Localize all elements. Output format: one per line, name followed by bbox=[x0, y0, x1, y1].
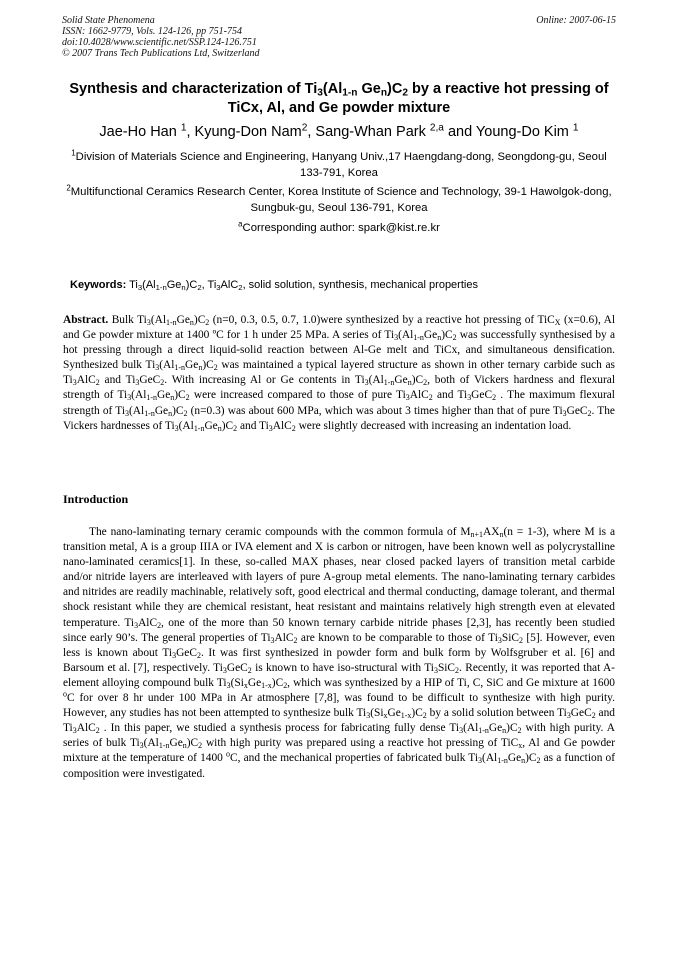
abstract-label: Abstract. bbox=[63, 314, 109, 326]
section-heading-introduction: Introduction bbox=[63, 492, 129, 506]
affiliation-1: $^1$Division of Materials Science and Engineering, Hanyang Univ.,17 Haengdang-dong, Seongdong-gu, Seoul 133-791, Korea bbox=[71, 148, 607, 179]
keywords-text: $Ti_3(Al_{1-n}Ge_n)C_2$, $Ti_3AlC_2$, solid solution, synthesis, mechanical properties bbox=[126, 279, 478, 292]
author-list: Jae-Ho Han $^1$, Kyung-Don Nam$^2$, Sang-Whan Park $^{2,a}$ and Young-Do Kim $^1$ bbox=[99, 122, 579, 140]
paper-title: Synthesis and characterization of $Ti_3(Al_{1-n}$ $Ge_n)C_2$ by a reactive hot pressing of TiCx, Al, and Ge powder mixture bbox=[69, 81, 609, 116]
journal-doi: doi:10.4028/www.scientific.net/SSP.124-126.751 bbox=[62, 37, 257, 48]
journal-header bbox=[62, 15, 260, 59]
journal-issn: ISSN: 1662-9779, Vols. 124-126, pp 751-754 bbox=[62, 26, 242, 37]
journal-copyright: © 2007 Trans Tech Publications Ltd, Switzerland bbox=[62, 48, 260, 59]
abstract bbox=[63, 313, 615, 434]
corresponding-author: $^a$Corresponding author: spark@kist.re.kr bbox=[238, 219, 440, 234]
author-name: Jae-Ho Han bbox=[99, 124, 181, 140]
author-name: , Sang-Whan Park bbox=[307, 124, 430, 140]
affiliation-2: $^2$Multifunctional Ceramics Research Center, Korea Institute of Science and Technology, 39-1 Hawolgok-dong, Sungbuk-gu, Seoul 136-791, Korea bbox=[66, 183, 612, 214]
keywords bbox=[70, 278, 620, 293]
author-name: , Kyung-Don Nam bbox=[186, 124, 302, 140]
abstract-text: Bulk $Ti_3(Al_{1-n}Ge_n)C_2$ (n=0, 0.3, 0.5, 0.7, 1.0)were synthesized by a reactive hot pressing of TiC$_X$ (x=0.6), Al and Ge powder mixture at 1400 ºC for 1 h under 25 MPa. A series of $Ti_3(Al_{1-n}Ge_n)C_2$ was successfully synthesised by a hot pressing through a direct liquid-solid reaction between Al-Ge melt and TiCx, and simultaneous densification. Synthesized bulk $Ti_3(Al_{1-n}Ge_n)C_2$ was maintained a typical layered structure as shown in other ternary carbide such as $Ti_3AlC_2$ and $Ti_3GeC_2$. With increasing Al or Ge contents in $Ti_3(Al_{1-n}Ge_n)C_2$, both of Vickers hardness and flexural strength of $Ti_3(Al_{1-n}Ge_n)C_2$ were increased compared to those of pure $Ti_3AlC_2$ and $Ti_3GeC_2$ . The maximum flexural strength of $Ti_3(Al_{1-n}Ge_n)C_2$ (n=0.3) was about 600 MPa, which was about 3 times higher than that of pure $Ti_3GeC_2$. The Vickers hardnesses of $Ti_3(Al_{1-n}Ge_n)C_2$ and $Ti_3AlC_2$ were slightly decreased with increasing an indentation load. bbox=[63, 314, 616, 433]
journal-name: Solid State Phenomena bbox=[62, 15, 155, 26]
author-name: and Young-Do Kim bbox=[443, 124, 573, 140]
introduction-paragraph: The nano-laminating ternary ceramic compounds with the common formula of $M_{n+1}AX_n(n = 1-3)$, where M is a transition metal, A is a group IIIA or IVA element and X is carbon or nitrogen, have been known well as polycrystalline nano-laminated ceramics[1]. In these, so-called MAX phases, near closed packed layers of transition metal carbide and/or nitride layers are interleaved with layers of pure A-group metal elements. The nano-laminating ternary carbides and nitrides are readily machinable, relatively soft, good electrical and thermal conducting, damage tolerant, and thermal shock resistant while they are chemical resistant, heat resistant and maintains relatively high strength even at elevated temperature. $Ti_3AlC_2$, one of the more than 50 known ternary carbide nitride phases [2,3], has recently been studied since early 90’s. The general properties of $Ti_3AlC_2$ are known to be comparable to those of $Ti_3SiC_2$ [5]. However, even less is known about $Ti_3GeC_2$. It was first synthesized in powder form and bulk form by Wolfsgruber et al. [6] and Barsoum et al. [7], respectively. $Ti_3GeC_2$ is known to have iso-structural with $Ti_3SiC_2$. Recently, it was reported that A-element alloying compound bulk $Ti_3(Si_xGe_{1-x})C_2$, which was synthesized by a HIP of Ti, C, SiC and Ge mixture at 1600 $^o$C for over 8 hr under 100 MPa in Ar atmosphere [7,8], was found to be difficult to synthesize with high purity. However, any studies has not been attempted to synthesize bulk $Ti_3(Si_xGe_{1-x})C_2$ by a solid solution between $Ti_3GeC_2$ and $Ti_3AlC_2$ . In this paper, we studied a synthesis process for fabricating fully dense $Ti_3(Al_{1-n}Ge_n)C_2$ with high purity. A series of bulk $Ti_3(Al_{1-n}Ge_n)C_2$ with high purity was prepared using a reactive hot pressing of TiC$_x$, Al and Ge powder mixture at the temperature of 1400 $^o$C, and the mechanical properties of fabricated bulk $Ti_3(Al_{1-n}Ge_n)C_2$ as a function of composition were investigated. bbox=[63, 526, 616, 780]
keywords-label: Keywords: bbox=[70, 279, 127, 291]
online-date: Online: 2007-06-15 bbox=[536, 15, 616, 26]
